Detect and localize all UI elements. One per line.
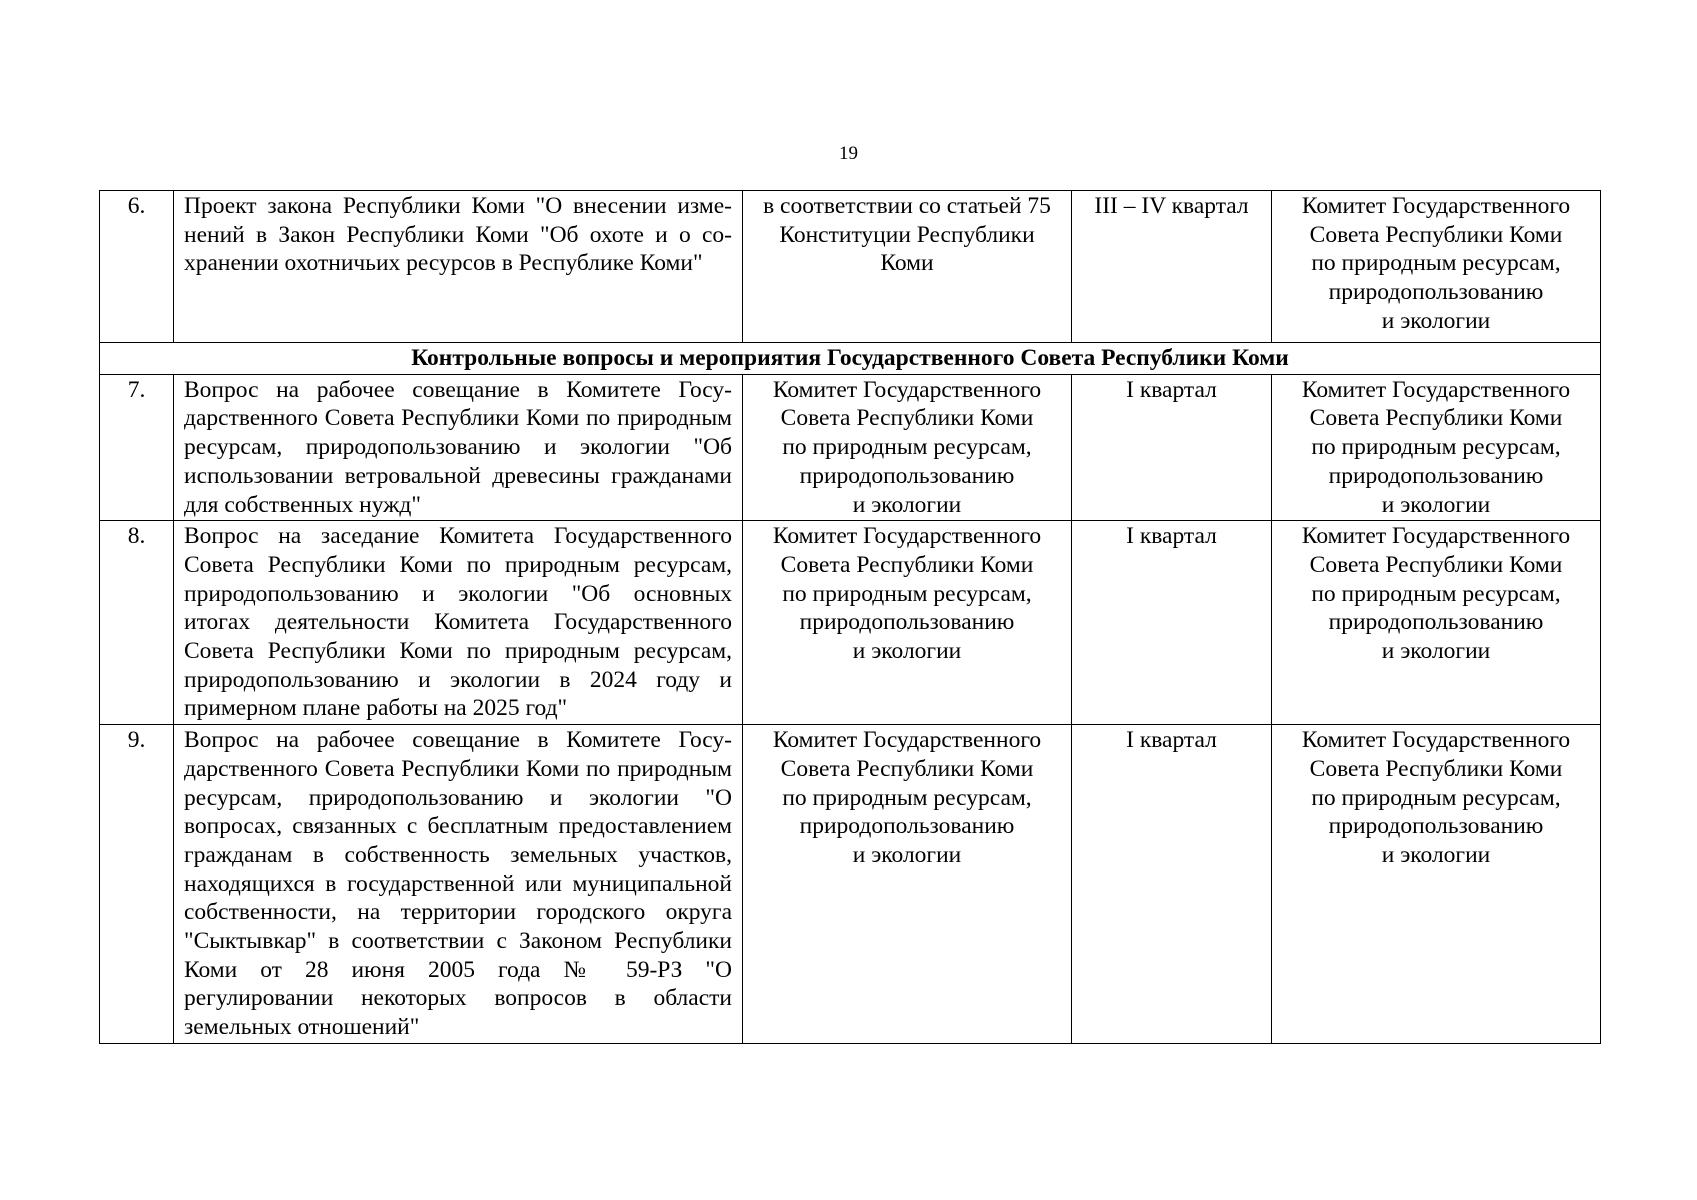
row-basis-line: природопользованию: [799, 462, 1015, 489]
row-basis-line: и экологии: [852, 841, 962, 868]
row-responsible-line: Совета Республики Коми: [1309, 551, 1563, 578]
row-responsible-line: Комитет Государственного: [1301, 193, 1571, 219]
row-name: Вопрос на рабочее совещание в Комитете Государственного Совета Республики Коми по природным ресурсам, природопользованию и экологии "Об использовании ветровальной древесины гражданами для собственных нужд": [174, 374, 743, 521]
row-basis-line: по природным ресурсам,: [782, 580, 1032, 607]
row-term: I квартал: [1072, 521, 1272, 725]
row-responsible-line: Комитет Государственного: [1301, 376, 1571, 403]
row-basis-line: природопользованию: [799, 813, 1015, 840]
row-responsible-line: Совета Республики Коми: [1309, 755, 1563, 782]
row-responsible-line: по природным ресурсам,: [1311, 434, 1561, 461]
row-number: 7.: [100, 374, 174, 521]
row-responsible: [1272, 521, 1601, 725]
row-basis: [743, 521, 1072, 725]
table-row: [100, 521, 1601, 725]
row-name: Проект закона Республики Коми "О внесении изменений в Закон Республики Коми "Об охоте и о сохранении охотничьих ресурсов в Республике Коми": [174, 191, 743, 343]
plan-table: [99, 190, 1601, 1044]
table-row: [100, 374, 1601, 521]
row-basis-line: Совета Республики Коми: [780, 405, 1034, 432]
row-basis-line: Совета Республики Коми: [780, 551, 1034, 578]
row-number: 6.: [100, 191, 174, 343]
row-basis-line: Комитет Государственного: [772, 523, 1042, 550]
row-responsible-line: природопользованию: [1328, 279, 1544, 306]
row-responsible-line: природопользованию: [1328, 462, 1544, 489]
row-basis-line: Комитет Государственного: [772, 727, 1042, 754]
row-number: 9.: [100, 725, 174, 1044]
row-responsible-line: по природным ресурсам,: [1311, 784, 1561, 811]
section-title: Контрольные вопросы и мероприятия Государственного Совета Республики Коми: [100, 343, 1601, 375]
row-term: I квартал: [1072, 374, 1272, 521]
row-responsible-line: Совета Республики Коми: [1309, 221, 1563, 248]
row-responsible-line: по природным ресурсам,: [1311, 250, 1561, 277]
row-basis: [743, 191, 1072, 343]
row-responsible: [1272, 725, 1601, 1044]
table-row: [100, 725, 1601, 1044]
row-responsible-line: и экологии: [1381, 307, 1491, 334]
row-responsible-line: и экологии: [1381, 638, 1491, 665]
row-responsible-line: по природным ресурсам,: [1311, 580, 1561, 607]
row-responsible: [1272, 374, 1601, 521]
row-responsible-line: и экологии: [1381, 491, 1491, 518]
row-basis: [743, 374, 1072, 521]
row-responsible-line: Совета Республики Коми: [1309, 405, 1563, 432]
row-basis-line: Совета Республики Коми: [780, 755, 1034, 782]
row-name: Вопрос на рабочее совещание в Комитете Государственного Совета Республики Коми по природным ресурсам, природопользованию и экологии "О вопросах, связанных с бесплатным предоставлением гражданам в собственность земельных участков, находящихся в государственной или муниципальной собственности, на территории городского округа "Сыктывкар" в соответствии с Законом Республики Коми от 28 июня 2005 года № 59-РЗ "О регулировании некоторых вопросов в области земельных отношений": [174, 725, 743, 1044]
row-basis-line: и экологии: [852, 638, 962, 665]
row-responsible-line: природопользованию: [1328, 813, 1544, 840]
row-responsible-line: и экологии: [1381, 841, 1491, 868]
row-basis-line: в соответствии со статьей 75: [763, 193, 1051, 219]
row-name: Вопрос на заседание Комитета Государственного Совета Республики Коми по природным ресурсам, природопользованию и экологии "Об основных итогах деятельности Комитета Государственного Совета Республики Коми по природным ресурсам, природопользованию и экологии в 2024 году и примерном плане работы на 2025 год": [174, 521, 743, 725]
row-basis-line: Коми: [880, 250, 934, 277]
row-basis-line: природопользованию: [799, 609, 1015, 636]
row-term: I квартал: [1072, 725, 1272, 1044]
row-basis-line: по природным ресурсам,: [782, 784, 1032, 811]
page-number: 19: [839, 143, 858, 164]
row-number: 8.: [100, 521, 174, 725]
row-basis-line: и экологии: [852, 491, 962, 518]
row-basis-line: по природным ресурсам,: [782, 434, 1032, 461]
row-responsible-line: природопользованию: [1328, 609, 1544, 636]
table-row: [100, 191, 1601, 343]
row-term: III – IV квартал: [1072, 191, 1272, 343]
row-responsible-line: Комитет Государственного: [1301, 523, 1571, 550]
row-basis-line: Комитет Государственного: [772, 376, 1042, 403]
row-basis-line: Конституции Республики: [779, 221, 1035, 248]
section-row: [100, 343, 1601, 375]
row-responsible-line: Комитет Государственного: [1301, 727, 1571, 754]
row-basis: [743, 725, 1072, 1044]
row-responsible: [1272, 191, 1601, 343]
